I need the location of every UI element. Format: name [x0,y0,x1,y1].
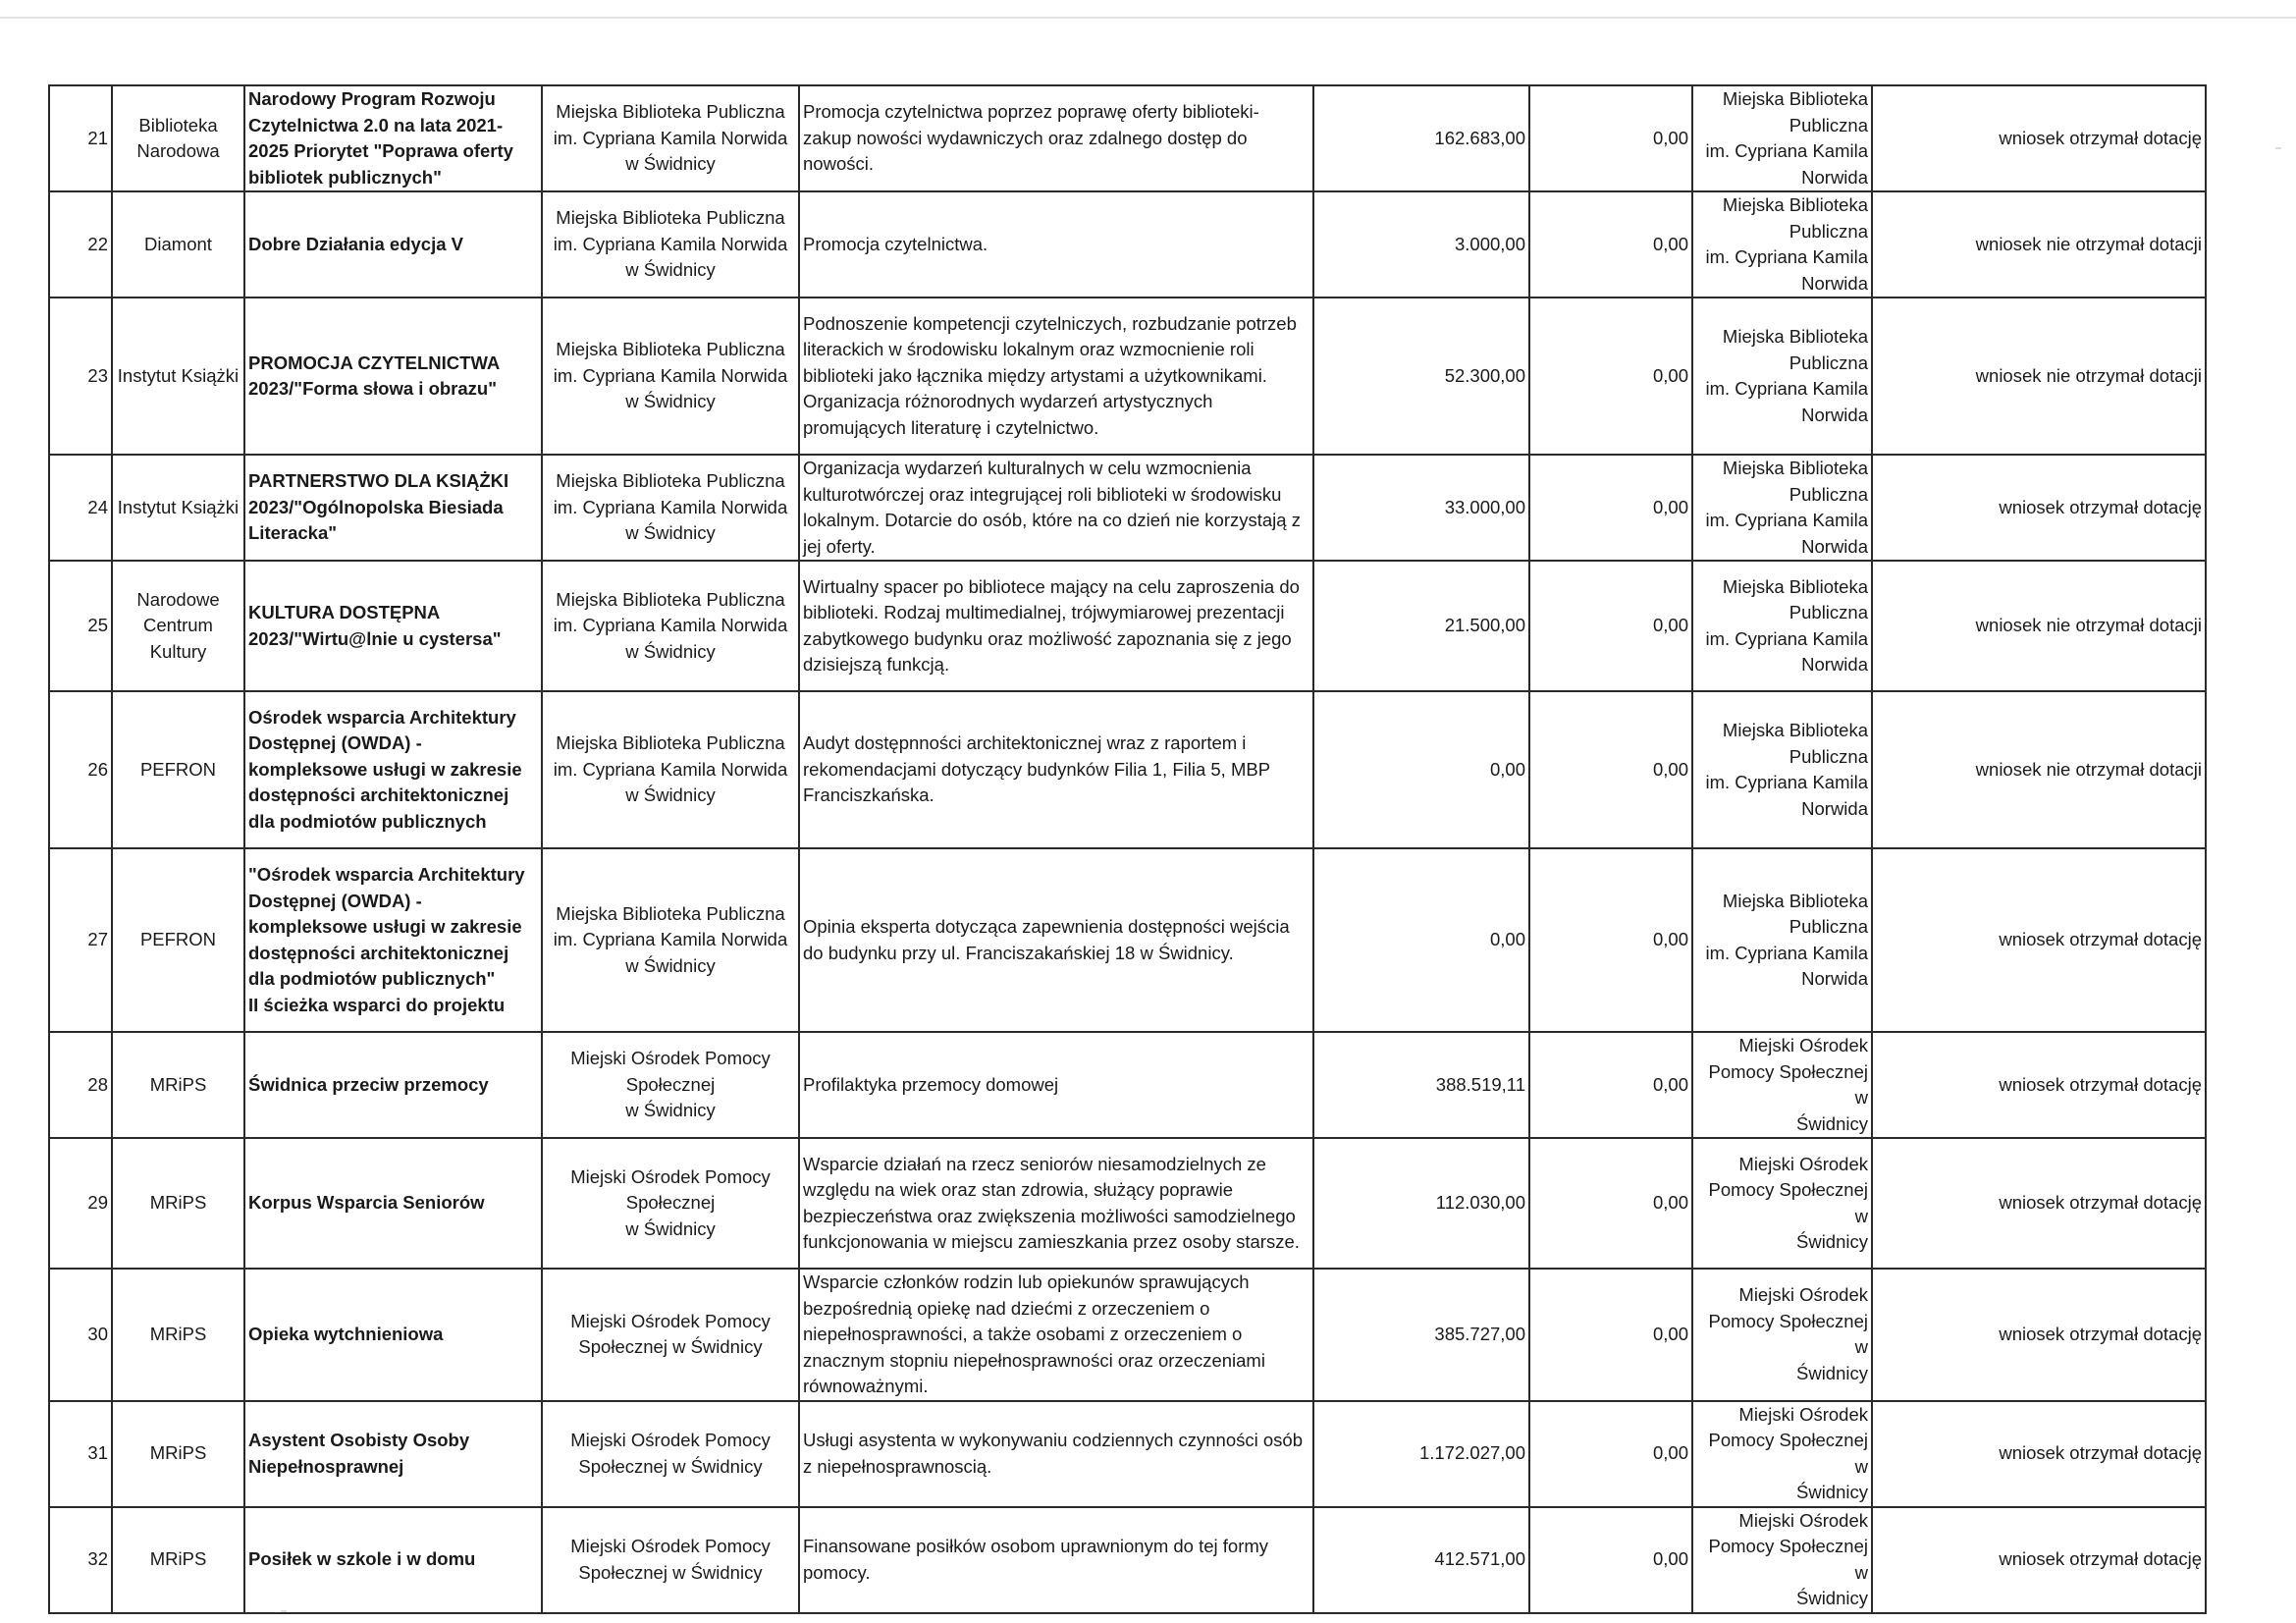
cell-program: Posiłek w szkole i w domu [244,1507,542,1613]
cell-own-contribution: 0,00 [1529,298,1692,455]
cell-funding-source: Instytut Książki [112,455,244,561]
cell-status: wniosek otrzymał dotację [1872,1269,2206,1401]
cell-status: wniosek otrzymał dotację [1872,848,2206,1032]
cell-description: Usługi asystenta w wykonywaniu codziennych czynności osób z niepełnosprawnoscią. [799,1401,1313,1507]
cell-amount: 112.030,00 [1313,1138,1529,1269]
cell-amount: 52.300,00 [1313,298,1529,455]
cell-implementer: Miejska Biblioteka Publiczna im. Cypriana Kamila Norwida w Świdnicy [542,298,799,455]
cell-own-contribution: 0,00 [1529,848,1692,1032]
cell-amount: 385.727,00 [1313,1269,1529,1401]
cell-implementer: Miejski Ośrodek Pomocy Społecznej w Świdnicy [542,1401,799,1507]
cell-program: Korpus Wsparcia Seniorów [244,1138,542,1269]
table-row [49,1401,2206,1507]
cell-implementer: Miejska Biblioteka Publiczna im. Cypriana Kamila Norwida w Świdnicy [542,561,799,691]
table-row [49,298,2206,455]
cell-description: Opinia eksperta dotycząca zapewnienia dostępności wejścia do budynku przy ul. Franciszakańskiej 18 w Świdnicy. [799,848,1313,1032]
cell-program: PARTNERSTWO DLA KSIĄŻKI 2023/"Ogólnopolska Biesiada Literacka" [244,455,542,561]
table-row [49,455,2206,561]
cell-description: Wsparcie działań na rzecz seniorów niesamodzielnych ze względu na wiek oraz stan zdrowia, służący poprawie bezpieczeństwa oraz zwiększenia możliwości samodzielnego funkcjonowania w miejscu zamieszkania przez osoby starsze. [799,1138,1313,1269]
cell-status: wniosek nie otrzymał dotacji [1872,191,2206,298]
cell-own-contribution: 0,00 [1529,1269,1692,1401]
cell-own-contribution: 0,00 [1529,85,1692,191]
cell-amount: 412.571,00 [1313,1507,1529,1613]
cell-funding-source: PEFRON [112,691,244,848]
cell-amount: 33.000,00 [1313,455,1529,561]
cell-status: wniosek otrzymał dotację [1872,85,2206,191]
cell-program: KULTURA DOSTĘPNA 2023/"Wirtu@lnie u cystersa" [244,561,542,691]
cell-own-contribution: 0,00 [1529,691,1692,848]
cell-organization: Miejski Ośrodek Pomocy Społecznej w Świdnicy [1692,1507,1872,1613]
cell-status: wniosek otrzymał dotację [1872,455,2206,561]
cell-number: 22 [49,191,112,298]
cell-program: PROMOCJA CZYTELNICTWA 2023/"Forma słowa i obrazu" [244,298,542,455]
cell-organization: Miejska Biblioteka Publiczna im. Cypriana Kamila Norwida [1692,85,1872,191]
cell-description: Promocja czytelnictwa poprzez poprawę oferty biblioteki- zakup nowości wydawniczych oraz zdalnego dostęp do nowości. [799,85,1313,191]
cell-funding-source: MRiPS [112,1401,244,1507]
cell-description: Profilaktyka przemocy domowej [799,1032,1313,1138]
cell-number: 23 [49,298,112,455]
cell-organization: Miejska Biblioteka Publiczna im. Cypriana Kamila Norwida [1692,691,1872,848]
cell-funding-source: Diamont [112,191,244,298]
cell-organization: Miejska Biblioteka Publiczna im. Cypriana Kamila Norwida [1692,191,1872,298]
cell-funding-source: MRiPS [112,1269,244,1401]
cell-own-contribution: 0,00 [1529,561,1692,691]
table-row [49,85,2206,191]
cell-description: Podnoszenie kompetencji czytelniczych, rozbudzanie potrzeb literackich w środowisku lokalnym oraz wzmocnienie roli biblioteki jako łącznika między artystami a użytkownikami. Organizacja różnorodnych wydarzeń artystycznych promujących literaturę i czytelnictwo. [799,298,1313,455]
cell-organization: Miejski Ośrodek Pomocy Społecznej w Świdnicy [1692,1269,1872,1401]
cell-status: wniosek otrzymał dotację [1872,1138,2206,1269]
cell-program: Narodowy Program Rozwoju Czytelnictwa 2.0 na lata 2021-2025 Priorytet "Poprawa oferty bibliotek publicznych" [244,85,542,191]
cell-program: Asystent Osobisty Osoby Niepełnosprawnej [244,1401,542,1507]
cell-own-contribution: 0,00 [1529,455,1692,561]
cell-program: Opieka wytchnieniowa [244,1269,542,1401]
cell-own-contribution: 0,00 [1529,1138,1692,1269]
cell-program: Ośrodek wsparcia Architektury Dostępnej (OWDA) - kompleksowe usługi w zakresie dostępności architektonicznej dla podmiotów publicznych [244,691,542,848]
cell-status: wniosek otrzymał dotację [1872,1401,2206,1507]
cell-implementer: Miejski Ośrodek Pomocy Społecznej w Świdnicy [542,1032,799,1138]
cell-number: 31 [49,1401,112,1507]
cell-program: Dobre Działania edycja V [244,191,542,298]
cell-description: Organizacja wydarzeń kulturalnych w celu wzmocnienia kulturotwórczej oraz integrującej roli biblioteki w środowisku lokalnym. Dotarcie do osób, które na co dzień nie korzystają z jej oferty. [799,455,1313,561]
cell-implementer: Miejska Biblioteka Publiczna im. Cypriana Kamila Norwida w Świdnicy [542,691,799,848]
cell-number: 26 [49,691,112,848]
table-row [49,561,2206,691]
cell-status: wniosek otrzymał dotację [1872,1032,2206,1138]
cell-implementer: Miejska Biblioteka Publiczna im. Cypriana Kamila Norwida w Świdnicy [542,848,799,1032]
cell-number: 32 [49,1507,112,1613]
cell-amount: 1.172.027,00 [1313,1401,1529,1507]
cell-description: Promocja czytelnictwa. [799,191,1313,298]
cell-own-contribution: 0,00 [1529,1401,1692,1507]
cell-amount: 21.500,00 [1313,561,1529,691]
table-row [49,691,2206,848]
grants-table [48,84,2207,1614]
cell-own-contribution: 0,00 [1529,1507,1692,1613]
cell-implementer: Miejska Biblioteka Publiczna im. Cypriana Kamila Norwida w Świdnicy [542,191,799,298]
cell-description: Wirtualny spacer po bibliotece mający na celu zaproszenia do biblioteki. Rodzaj multimedialnej, trójwymiarowej prezentacji zabytkowego budynku oraz możliwość zapoznania się z jego dzisiejszą funkcją. [799,561,1313,691]
cell-number: 28 [49,1032,112,1138]
scan-speck [2275,147,2281,149]
cell-number: 30 [49,1269,112,1401]
table-row [49,1269,2206,1401]
cell-funding-source: MRiPS [112,1507,244,1613]
cell-amount: 0,00 [1313,848,1529,1032]
cell-status: wniosek nie otrzymał dotacji [1872,691,2206,848]
cell-amount: 0,00 [1313,691,1529,848]
cell-funding-source: Instytut Książki [112,298,244,455]
cell-description: Audyt dostępnności architektonicznej wraz z raportem i rekomendacjami dotyczący budynków Filia 1, Filia 5, MBP Franciszkańska. [799,691,1313,848]
table-row [49,1507,2206,1613]
table-row [49,1032,2206,1138]
cell-program: Świdnica przeciw przemocy [244,1032,542,1138]
cell-amount: 3.000,00 [1313,191,1529,298]
cell-status: wniosek nie otrzymał dotacji [1872,298,2206,455]
cell-implementer: Miejski Ośrodek Pomocy Społecznej w Świdnicy [542,1507,799,1613]
cell-organization: Miejski Ośrodek Pomocy Społecznej w Świdnicy [1692,1401,1872,1507]
cell-funding-source: MRiPS [112,1032,244,1138]
cell-organization: Miejska Biblioteka Publiczna im. Cypriana Kamila Norwida [1692,561,1872,691]
cell-number: 21 [49,85,112,191]
cell-funding-source: Narodowe Centrum Kultury [112,561,244,691]
table-row [49,848,2206,1032]
cell-implementer: Miejski Ośrodek Pomocy Społecznej w Świdnicy [542,1138,799,1269]
cell-implementer: Miejska Biblioteka Publiczna im. Cypriana Kamila Norwida w Świdnicy [542,455,799,561]
cell-funding-source: PEFRON [112,848,244,1032]
cell-number: 27 [49,848,112,1032]
cell-description: Finansowane posiłków osobom uprawnionym do tej formy pomocy. [799,1507,1313,1613]
cell-funding-source: MRiPS [112,1138,244,1269]
cell-organization: Miejski Ośrodek Pomocy Społecznej w Świdnicy [1692,1032,1872,1138]
cell-own-contribution: 0,00 [1529,1032,1692,1138]
cell-status: wniosek nie otrzymał dotacji [1872,561,2206,691]
table-row [49,1138,2206,1269]
cell-description: Wsparcie członków rodzin lub opiekunów sprawujących bezpośrednią opiekę nad dziećmi z orzeczeniem o niepełnosprawności, a także osobami z orzeczeniem o znacznym stopniu niepełnosprawności oraz orzeczeniami równoważnymi. [799,1269,1313,1401]
scan-top-edge [0,17,2296,19]
cell-status: wniosek otrzymał dotację [1872,1507,2206,1613]
table-row [49,191,2206,298]
table-body [49,85,2206,1613]
cell-amount: 162.683,00 [1313,85,1529,191]
cell-program: "Ośrodek wsparcia Architektury Dostępnej (OWDA) - kompleksowe usługi w zakresie dostępności architektonicznej dla podmiotów publicznych" II ścieżka wsparci do projektu [244,848,542,1032]
cell-own-contribution: 0,00 [1529,191,1692,298]
cell-organization: Miejska Biblioteka Publiczna im. Cypriana Kamila Norwida [1692,455,1872,561]
cell-implementer: Miejska Biblioteka Publiczna im. Cypriana Kamila Norwida w Świdnicy [542,85,799,191]
cell-number: 29 [49,1138,112,1269]
cell-number: 25 [49,561,112,691]
cell-amount: 388.519,11 [1313,1032,1529,1138]
cell-organization: Miejska Biblioteka Publiczna im. Cypriana Kamila Norwida [1692,298,1872,455]
cell-implementer: Miejski Ośrodek Pomocy Społecznej w Świdnicy [542,1269,799,1401]
cell-organization: Miejski Ośrodek Pomocy Społecznej w Świdnicy [1692,1138,1872,1269]
cell-funding-source: Biblioteka Narodowa [112,85,244,191]
cell-number: 24 [49,455,112,561]
cell-organization: Miejska Biblioteka Publiczna im. Cypriana Kamila Norwida [1692,848,1872,1032]
